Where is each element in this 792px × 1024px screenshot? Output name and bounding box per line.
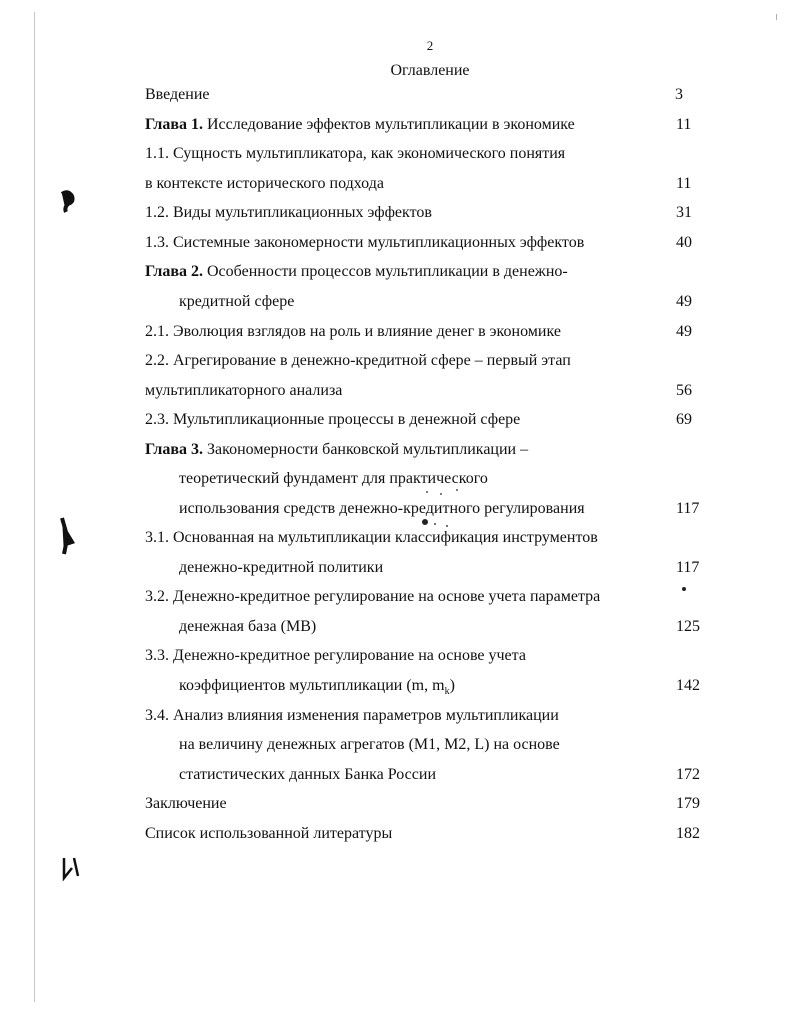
page-number: 2 bbox=[426, 38, 434, 53]
toc-entry-3-3-line2 bbox=[179, 676, 455, 702]
toc-entry-2-2-line1: 2.2. Агрегирование в денежно-кредитной сфере – первый этап bbox=[145, 352, 571, 369]
toc-page-3-1: 117 bbox=[676, 559, 700, 576]
toc-page-chapter-2: 49 bbox=[676, 293, 692, 310]
toc-page-2-3: 69 bbox=[676, 411, 692, 428]
toc-page-3-2: 125 bbox=[676, 618, 700, 635]
toc-entry-intro: Введение bbox=[145, 86, 210, 103]
toc-page-3-3: 142 bbox=[676, 677, 700, 694]
scan-edge-line bbox=[34, 12, 35, 1002]
toc-entry-chapter-3-line2: теоретический фундамент для практического bbox=[179, 470, 488, 487]
toc-page-1-2: 31 bbox=[676, 204, 692, 221]
chapter-2-label: Глава 2. bbox=[145, 263, 203, 280]
ink-blot-mark bbox=[58, 190, 78, 216]
toc-entry-chapter-3-line3: использования средств денежно-кредитного регулирования bbox=[179, 500, 585, 517]
toc-entry-chapter-3-line1 bbox=[145, 440, 528, 460]
toc-page-chapter-3: 117 bbox=[676, 500, 700, 517]
chapter-3-title: Закономерности банковской мультипликации – bbox=[203, 441, 529, 458]
toc-entry-3-3-line2-end: ) bbox=[449, 677, 455, 694]
toc-page-references: 182 bbox=[676, 825, 700, 842]
toc-entry-1-1-line2: в контексте исторического подхода bbox=[145, 175, 384, 192]
toc-entry-3-3-line2-main: коэффициентов мультипликации (m, m bbox=[179, 677, 445, 694]
toc-entry-3-2-line1: 3.2. Денежно-кредитное регулирование на основе учета параметра bbox=[145, 588, 601, 605]
toc-entry-3-4-line1: 3.4. Анализ влияния изменения параметров мультипликации bbox=[145, 707, 559, 724]
toc-entry-references: Список использованной литературы bbox=[145, 825, 393, 842]
toc-page-intro: 3 bbox=[675, 86, 683, 103]
toc-entry-1-3: 1.3. Системные закономерности мультипликационных эффектов bbox=[145, 234, 585, 251]
toc-page-conclusion: 179 bbox=[676, 795, 700, 812]
scan-speckles bbox=[417, 488, 497, 528]
toc-entry-3-3-line1: 3.3. Денежно-кредитное регулирование на основе учета bbox=[145, 647, 526, 664]
toc-page-2-1: 49 bbox=[676, 323, 692, 340]
toc-entry-3-4-line2: на величину денежных агрегатов (М1, М2, L) на основе bbox=[179, 736, 560, 753]
chapter-3-label: Глава 3. bbox=[145, 441, 203, 458]
toc-entry-1-2: 1.2. Виды мультипликационных эффектов bbox=[145, 204, 432, 221]
toc-entry-3-2-line2: денежная база (МВ) bbox=[179, 618, 317, 635]
toc-title: Оглавление bbox=[390, 62, 470, 79]
toc-entry-3-4-line3: статистических данных Банка России bbox=[179, 766, 436, 783]
ink-blot-scribble bbox=[58, 856, 82, 882]
toc-entry-2-2-line2: мультипликаторного анализа bbox=[145, 382, 343, 399]
chapter-1-title: Исследование эффектов мультипликации в экономике bbox=[203, 116, 575, 133]
scan-dot bbox=[680, 585, 690, 595]
chapter-1-label: Глава 1. bbox=[145, 116, 203, 133]
toc-page-chapter-1: 11 bbox=[676, 116, 692, 133]
ink-blot-arrow bbox=[56, 516, 76, 556]
scan-edge-mark bbox=[776, 14, 777, 20]
toc-page-3-4: 172 bbox=[676, 766, 700, 783]
toc-entry-1-1-line1: 1.1. Сущность мультипликатора, как экономического понятия bbox=[145, 145, 566, 162]
toc-page-1-1: 11 bbox=[676, 175, 692, 192]
toc-entry-2-1: 2.1. Эволюция взглядов на роль и влияние денег в экономике bbox=[145, 323, 561, 340]
chapter-2-title: Особенности процессов мультипликации в денежно- bbox=[203, 263, 568, 280]
toc-page-1-3: 40 bbox=[676, 234, 692, 251]
toc-page-2-2: 56 bbox=[676, 382, 692, 399]
toc-entry-3-1-line2: денежно-кредитной политики bbox=[179, 559, 384, 576]
toc-entry-2-3: 2.3. Мультипликационные процессы в денежной сфере bbox=[145, 411, 521, 428]
toc-entry-chapter-2-line2: кредитной сфере bbox=[179, 293, 295, 310]
toc-entry-chapter-1 bbox=[145, 115, 575, 135]
toc-entry-3-3-subscript: k bbox=[444, 686, 450, 698]
toc-entry-chapter-2-line1 bbox=[145, 262, 568, 282]
toc-entry-conclusion: Заключение bbox=[145, 795, 227, 812]
toc-entry-3-1-line1: 3.1. Основанная на мультипликации классификация инструментов bbox=[145, 529, 598, 546]
